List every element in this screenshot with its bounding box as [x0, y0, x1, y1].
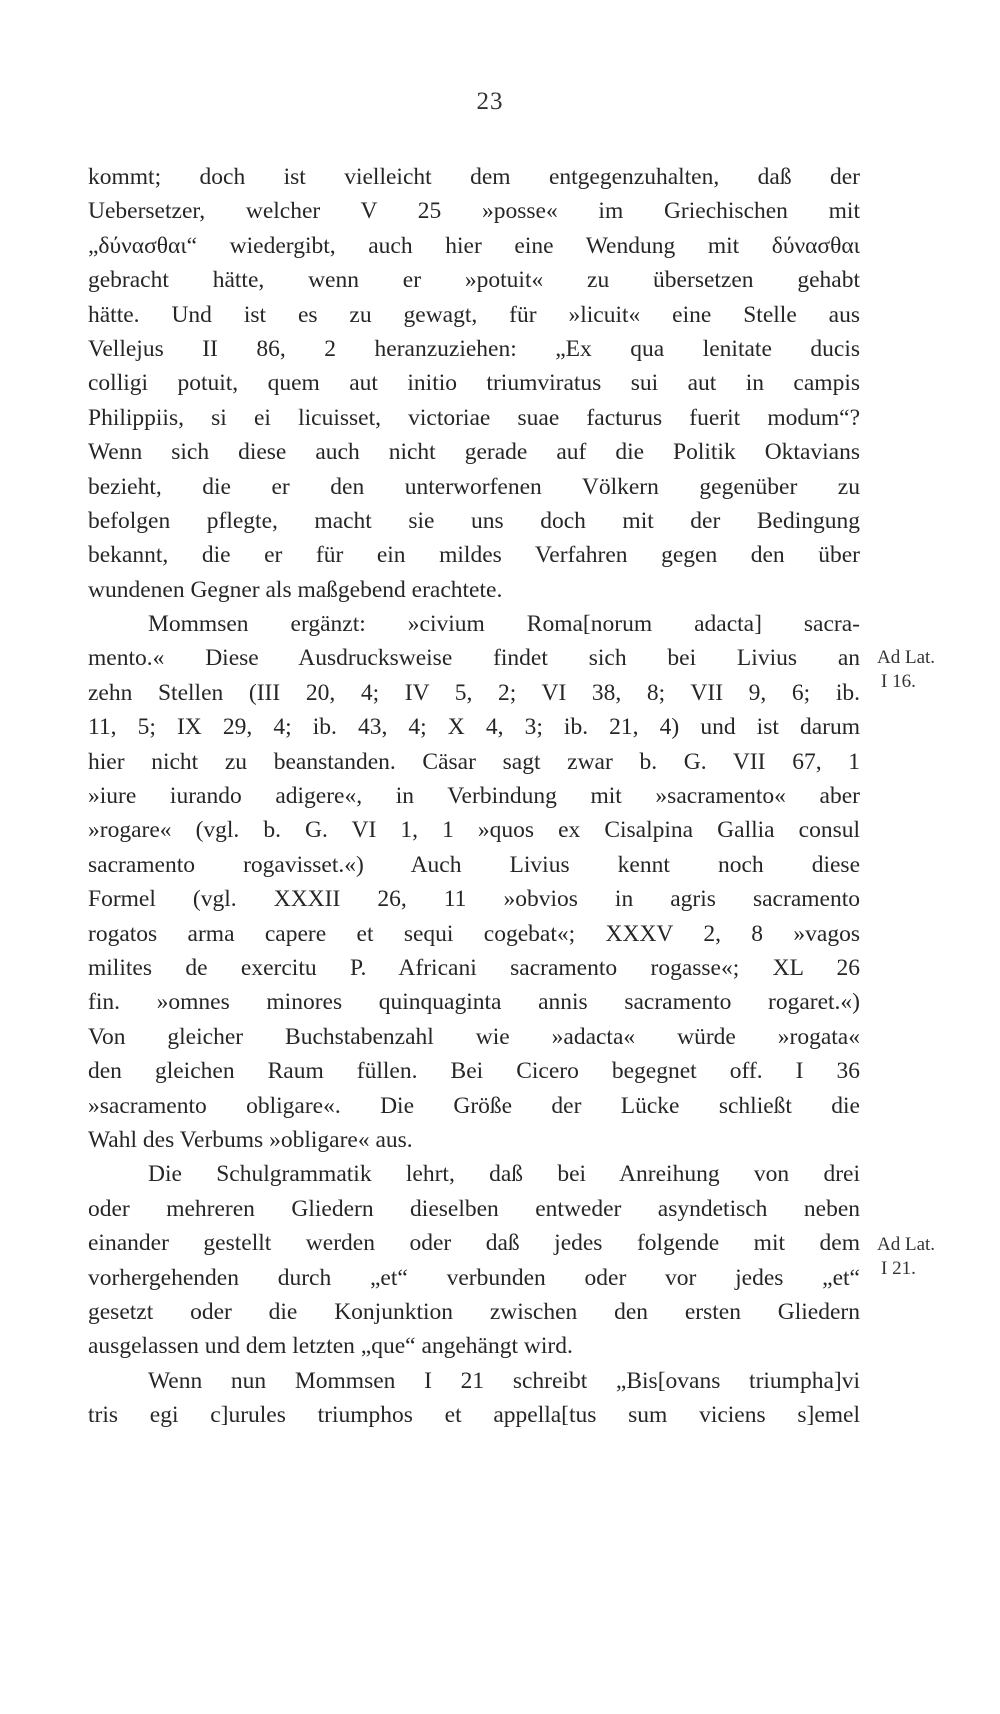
text-line: vorhergehenden durch „et“ verbunden oder vor jedes „et“ — [88, 1264, 860, 1291]
margin-note-ref: I 21. — [881, 1258, 916, 1279]
text-line: mento.« Diese Ausdrucksweise findet sich bei Livius an — [88, 645, 860, 672]
paragraph-start-line: Mommsen ergänzt: »civium Roma[norum adacta] sacra- — [148, 611, 860, 638]
margin-note-label: Ad Lat. — [877, 647, 936, 668]
text-line: milites de exercitu P. Africani sacramento rogasse«; XL 26 — [88, 954, 860, 981]
text-line: »iure iurando adigere«, in Verbindung mit »sacramento« aber — [88, 783, 860, 810]
text-line: „δύνασθαι“ wiedergibt, auch hier eine Wendung mit δύνασθαι — [88, 232, 860, 259]
text-line: Uebersetzer, welcher V 25 »posse« im Griechischen mit — [88, 198, 860, 225]
text-line: »rogare« (vgl. b. G. VI 1, 1 »quos ex Cisalpina Gallia consul — [88, 817, 860, 844]
text-line: Vellejus II 86, 2 heranzuziehen: „Ex qua lenitate ducis — [88, 335, 860, 362]
paragraph-start-line: Die Schulgrammatik lehrt, daß bei Anreihung von drei — [148, 1161, 860, 1188]
text-line: wundenen Gegner als maßgebend erachtete. — [88, 576, 503, 603]
text-line: Wahl des Verbums »obligare« aus. — [88, 1126, 413, 1153]
text-line: »sacramento obligare«. Die Größe der Lücke schließt die — [88, 1092, 860, 1119]
text-line: sacramento rogavisset.«) Auch Livius kennt noch diese — [88, 851, 860, 878]
text-line: tris egi c]urules triumphos et appella[tus sum viciens s]emel — [88, 1402, 860, 1429]
text-line: fin. »omnes minores quinquaginta annis sacramento rogaret.«) — [88, 989, 860, 1016]
text-line: gesetzt oder die Konjunktion zwischen den ersten Gliedern — [88, 1298, 860, 1325]
text-line: ausgelassen und dem letzten „que“ angehängt wird. — [88, 1333, 573, 1360]
text-line: bezieht, die er den unterworfenen Völkern gegenüber zu — [88, 473, 860, 500]
text-line: oder mehreren Gliedern dieselben entweder asyndetisch neben — [88, 1195, 860, 1222]
text-line: zehn Stellen (III 20, 4; IV 5, 2; VI 38, 8; VII 9, 6; ib. — [88, 679, 860, 706]
text-line: bekannt, die er für ein mildes Verfahren gegen den über — [88, 542, 860, 569]
margin-note-label: Ad Lat. — [877, 1234, 936, 1255]
text-line: einander gestellt werden oder daß jedes folgende mit dem — [88, 1230, 860, 1257]
text-line: hätte. Und ist es zu gewagt, für »licuit« eine Stelle aus — [88, 301, 860, 328]
margin-note — [877, 646, 987, 694]
text-line: Philippiis, si ei licuisset, victoriae suae facturus fuerit modum“? — [88, 404, 860, 431]
text-line: befolgen pflegte, macht sie uns doch mit der Bedingung — [88, 507, 860, 534]
margin-note — [877, 1233, 987, 1281]
body-text — [88, 160, 860, 1432]
text-line: gebracht hätte, wenn er »potuit« zu übersetzen gehabt — [88, 267, 860, 294]
paragraph-start-line: Wenn nun Mommsen I 21 schreibt „Bis[ovans triumpha]vi — [148, 1367, 860, 1394]
text-line: kommt; doch ist vielleicht dem entgegenzuhalten, daß der — [88, 164, 860, 190]
text-line: 11, 5; IX 29, 4; ib. 43, 4; X 4, 3; ib. 21, 4) und ist darum — [88, 714, 860, 741]
text-line: rogatos arma capere et sequi cogebat«; XXXV 2, 8 »vagos — [88, 920, 860, 947]
text-line: den gleichen Raum füllen. Bei Cicero begegnet off. I 36 — [88, 1058, 860, 1085]
text-line: Formel (vgl. XXXII 26, 11 »obvios in agris sacramento — [88, 886, 860, 913]
text-line: colligi potuit, quem aut initio triumviratus sui aut in campis — [88, 370, 860, 397]
page-number: 23 — [476, 88, 504, 115]
text-line: Wenn sich diese auch nicht gerade auf die Politik Oktavians — [88, 439, 860, 466]
margin-note-ref: I 16. — [881, 671, 916, 692]
text-line: hier nicht zu beanstanden. Cäsar sagt zwar b. G. VII 67, 1 — [88, 748, 860, 775]
text-line: Von gleicher Buchstabenzahl wie »adacta« würde »rogata« — [88, 1023, 860, 1050]
